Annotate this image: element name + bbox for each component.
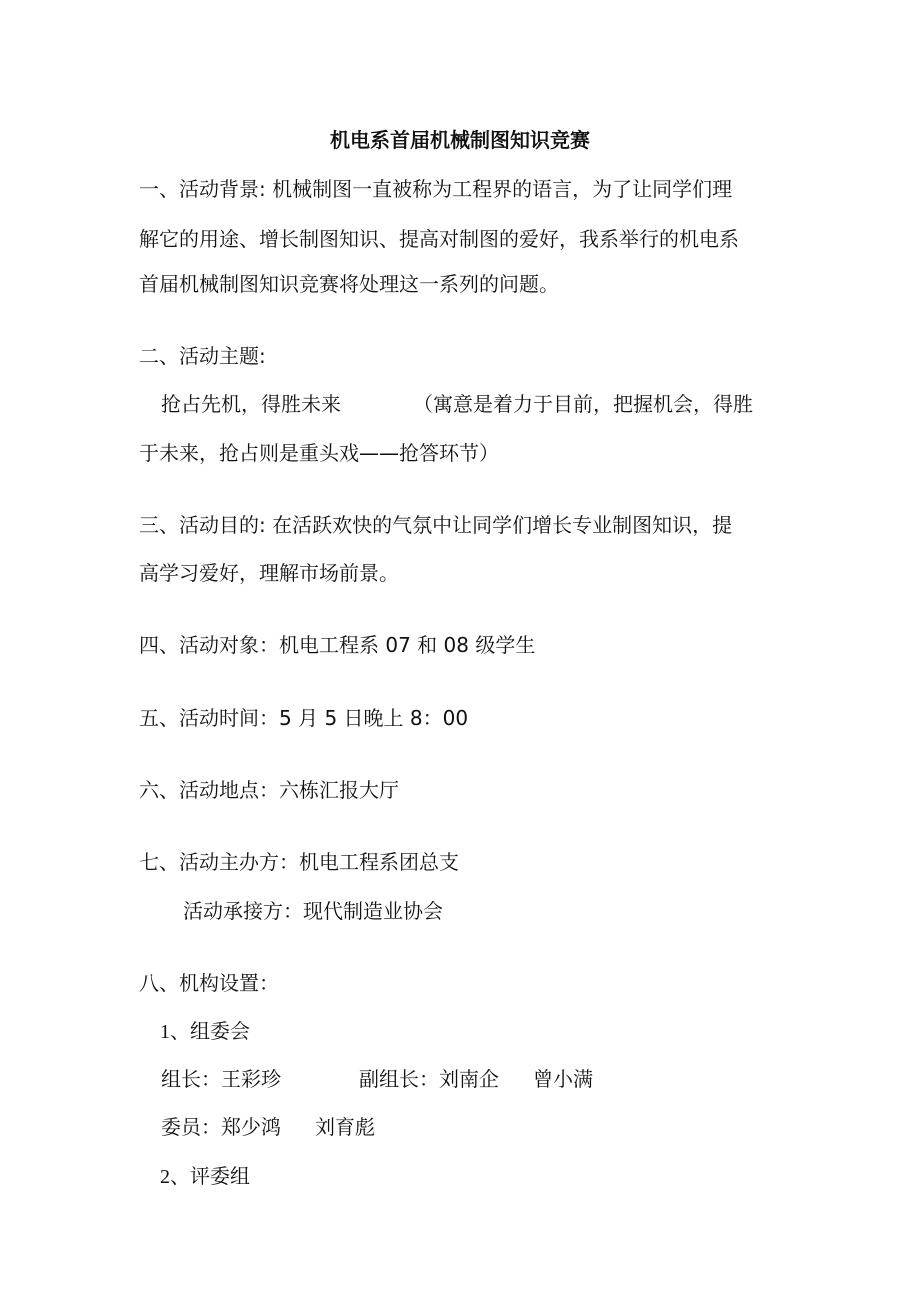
structure-heading: 八、机构设置： <box>139 971 279 995</box>
committee-heading-text: 、组委会 <box>170 1019 250 1043</box>
document-title: 机电系首届机械制图知识竞赛 <box>330 128 590 152</box>
committee-deputy: 副组长：刘南企 <box>359 1067 499 1091</box>
time-line: 五、活动时间：5 月 5 日晚上 8：00 <box>139 706 469 730</box>
committee-member-1: 委员：郑少鸿 <box>161 1115 281 1139</box>
committee-heading <box>160 1018 250 1045</box>
committee-number: 1 <box>160 1021 170 1043</box>
judges-number: 2 <box>160 1166 170 1188</box>
organizer-line: 七、活动主办方：机电工程系团总支 <box>139 850 459 874</box>
theme-line-1 <box>161 391 753 417</box>
purpose-line-1: 三、活动目的: 在活跃欢快的气氛中让同学们增长专业制图知识，提 <box>139 513 733 537</box>
theme-heading: 二、活动主题: <box>139 344 266 368</box>
committee-deputy-2: 曾小满 <box>533 1067 593 1091</box>
committee-leaders <box>161 1066 593 1092</box>
target-line: 四、活动对象：机电工程系 07 和 08 级学生 <box>139 633 536 657</box>
place-line: 六、活动地点：六栋汇报大厅 <box>139 778 399 802</box>
background-line-3: 首届机械制图知识竞赛将处理这一系列的问题。 <box>139 272 559 296</box>
theme-meaning-part2: 于未来，抢占则是重头戏——抢答环节） <box>139 441 499 465</box>
judges-heading-text: 、评委组 <box>170 1164 250 1188</box>
judges-heading <box>160 1163 250 1190</box>
background-line-1: 一、活动背景: 机械制图一直被称为工程界的语言，为了让同学们理 <box>139 177 733 201</box>
co-organizer-line: 活动承接方：现代制造业协会 <box>183 899 443 923</box>
committee-members <box>161 1114 375 1140</box>
committee-member-2: 刘育彪 <box>315 1115 375 1139</box>
theme-slogan: 抢占先机，得胜未来 <box>161 392 341 416</box>
background-line-2: 解它的用途、增长制图知识、提高对制图的爱好，我系举行的机电系 <box>139 227 739 251</box>
theme-meaning-part1: （寓意是着力于目前，把握机会，得胜 <box>413 392 753 416</box>
purpose-line-2: 高学习爱好，理解市场前景。 <box>139 561 399 585</box>
committee-leader: 组长：王彩珍 <box>161 1067 281 1091</box>
